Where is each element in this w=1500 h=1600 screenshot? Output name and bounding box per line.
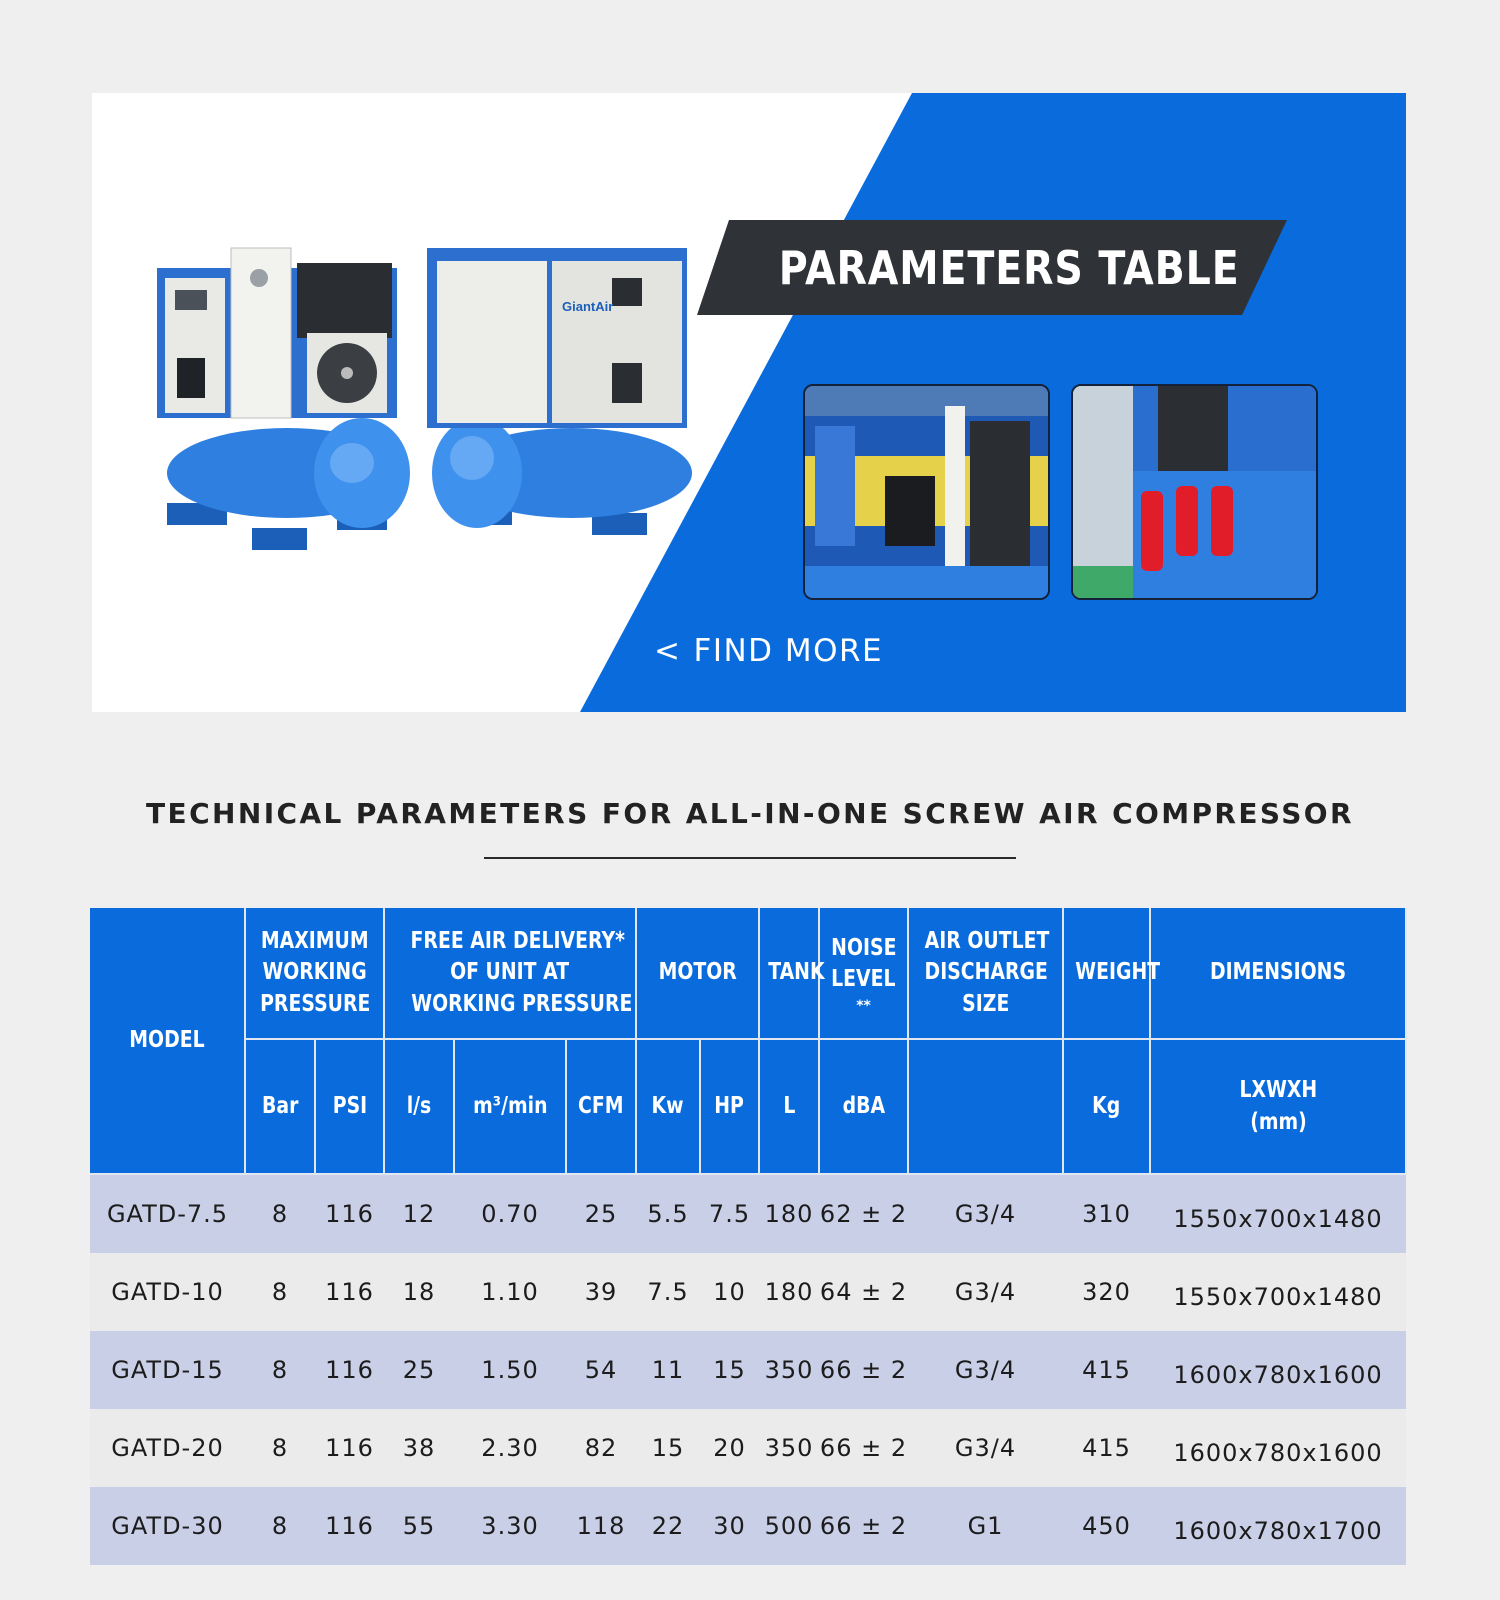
cell-weight: 450	[1063, 1487, 1150, 1565]
compressor-closed-image	[422, 233, 692, 573]
cell-psi: 116	[315, 1409, 384, 1487]
cell-cfm: 54	[566, 1331, 636, 1409]
cell-ls: 38	[384, 1409, 454, 1487]
unit-cfm: CFM	[566, 1039, 636, 1174]
header-free-air-delivery: FREE AIR DELIVERY* OF UNIT AT WORKING PRESSURE	[384, 908, 636, 1039]
cell-kw: 22	[636, 1487, 700, 1565]
cell-ls: 25	[384, 1331, 454, 1409]
header-air-outlet: AIR OUTLET DISCHARGE SIZE	[908, 908, 1063, 1039]
cell-outlet: G1	[908, 1487, 1063, 1565]
cell-psi: 116	[315, 1331, 384, 1409]
thumbnail-filters-view[interactable]	[1071, 384, 1318, 600]
header-motor: MOTOR	[636, 908, 759, 1039]
cell-bar: 8	[245, 1174, 315, 1253]
cell-ls: 12	[384, 1174, 454, 1253]
cell-kw: 15	[636, 1409, 700, 1487]
unit-ls: l/s	[384, 1039, 454, 1174]
thumbnail-internal-view[interactable]	[803, 384, 1050, 600]
cell-dimensions: 1600x780x1600	[1150, 1409, 1406, 1487]
cell-tank: 350	[759, 1409, 819, 1487]
cell-hp: 20	[700, 1409, 759, 1487]
header-weight: WEIGHT	[1063, 908, 1150, 1039]
cell-tank: 350	[759, 1331, 819, 1409]
cell-dimensions: 1550x700x1480	[1150, 1174, 1406, 1253]
cell-noise: 66 ± 2	[819, 1331, 908, 1409]
table-row	[90, 1331, 1406, 1409]
header-dimensions: DIMENSIONS	[1150, 908, 1406, 1039]
header-tank: TANK	[759, 908, 819, 1039]
cell-cfm: 118	[566, 1487, 636, 1565]
cell-hp: 15	[700, 1331, 759, 1409]
cell-weight: 320	[1063, 1253, 1150, 1331]
unit-kw: Kw	[636, 1039, 700, 1174]
cell-tank: 500	[759, 1487, 819, 1565]
cell-model: GATD-20	[90, 1409, 245, 1487]
cell-hp: 30	[700, 1487, 759, 1565]
cell-psi: 116	[315, 1174, 384, 1253]
cell-psi: 116	[315, 1487, 384, 1565]
cell-bar: 8	[245, 1487, 315, 1565]
find-more-link[interactable]	[654, 633, 883, 669]
cell-bar: 8	[245, 1409, 315, 1487]
cell-dimensions: 1600x780x1600	[1150, 1331, 1406, 1409]
cell-ls: 55	[384, 1487, 454, 1565]
cell-bar: 8	[245, 1253, 315, 1331]
cell-model: GATD-7.5	[90, 1174, 245, 1253]
cell-m3min: 0.70	[454, 1174, 566, 1253]
cell-kw: 5.5	[636, 1174, 700, 1253]
cell-m3min: 3.30	[454, 1487, 566, 1565]
cell-noise: 66 ± 2	[819, 1409, 908, 1487]
unit-psi: PSI	[315, 1039, 384, 1174]
cell-hp: 7.5	[700, 1174, 759, 1253]
table-row	[90, 1253, 1406, 1331]
unit-dba: dBA	[819, 1039, 908, 1174]
noise-footnote-mark: **	[856, 998, 871, 1015]
unit-outlet	[908, 1039, 1063, 1174]
cell-psi: 116	[315, 1253, 384, 1331]
cell-weight: 310	[1063, 1174, 1150, 1253]
cell-m3min: 2.30	[454, 1409, 566, 1487]
cell-dimensions: 1600x780x1700	[1150, 1487, 1406, 1565]
chevron-left-icon: <	[654, 633, 682, 669]
cell-model: GATD-10	[90, 1253, 245, 1331]
unit-m3min: m³/min	[454, 1039, 566, 1174]
cell-outlet: G3/4	[908, 1174, 1063, 1253]
unit-liters: L	[759, 1039, 819, 1174]
svg-text:GiantAir: GiantAir	[562, 299, 614, 314]
unit-kg: Kg	[1063, 1039, 1150, 1174]
find-more-label: FIND MORE	[693, 633, 884, 669]
cell-m3min: 1.50	[454, 1331, 566, 1409]
cell-m3min: 1.10	[454, 1253, 566, 1331]
cell-cfm: 39	[566, 1253, 636, 1331]
cell-kw: 7.5	[636, 1253, 700, 1331]
cell-tank: 180	[759, 1253, 819, 1331]
cell-noise: 62 ± 2	[819, 1174, 908, 1253]
table-row	[90, 1409, 1406, 1487]
cell-weight: 415	[1063, 1409, 1150, 1487]
header-model: MODEL	[90, 908, 245, 1174]
table-row	[90, 1174, 1406, 1253]
cell-weight: 415	[1063, 1331, 1150, 1409]
header-pressure: MAXIMUM WORKING PRESSURE	[245, 908, 384, 1039]
cell-bar: 8	[245, 1331, 315, 1409]
cell-cfm: 82	[566, 1409, 636, 1487]
section-title: TECHNICAL PARAMETERS FOR ALL-IN-ONE SCREW AIR COMPRESSOR	[146, 797, 1354, 830]
cell-model: GATD-15	[90, 1331, 245, 1409]
banner-title: PARAMETERS TABLE	[778, 240, 1240, 295]
title-ribbon	[697, 220, 1287, 315]
cell-outlet: G3/4	[908, 1331, 1063, 1409]
cell-outlet: G3/4	[908, 1253, 1063, 1331]
cell-outlet: G3/4	[908, 1409, 1063, 1487]
hero-banner	[92, 93, 1406, 712]
header-noise-level: NOISE LEVEL **	[819, 908, 908, 1039]
unit-lwh-mm: LXWXH (mm)	[1150, 1039, 1406, 1174]
cell-cfm: 25	[566, 1174, 636, 1253]
table-row	[90, 1487, 1406, 1565]
cell-noise: 64 ± 2	[819, 1253, 908, 1331]
section-divider	[484, 857, 1016, 859]
compressor-open-image	[147, 238, 417, 568]
cell-tank: 180	[759, 1174, 819, 1253]
cell-model: GATD-30	[90, 1487, 245, 1565]
cell-hp: 10	[700, 1253, 759, 1331]
cell-dimensions: 1550x700x1480	[1150, 1253, 1406, 1331]
cell-noise: 66 ± 2	[819, 1487, 908, 1565]
unit-bar: Bar	[245, 1039, 315, 1174]
cell-ls: 18	[384, 1253, 454, 1331]
cell-kw: 11	[636, 1331, 700, 1409]
table-body	[90, 1174, 1406, 1565]
parameters-table	[90, 908, 1407, 1565]
unit-hp: HP	[700, 1039, 759, 1174]
